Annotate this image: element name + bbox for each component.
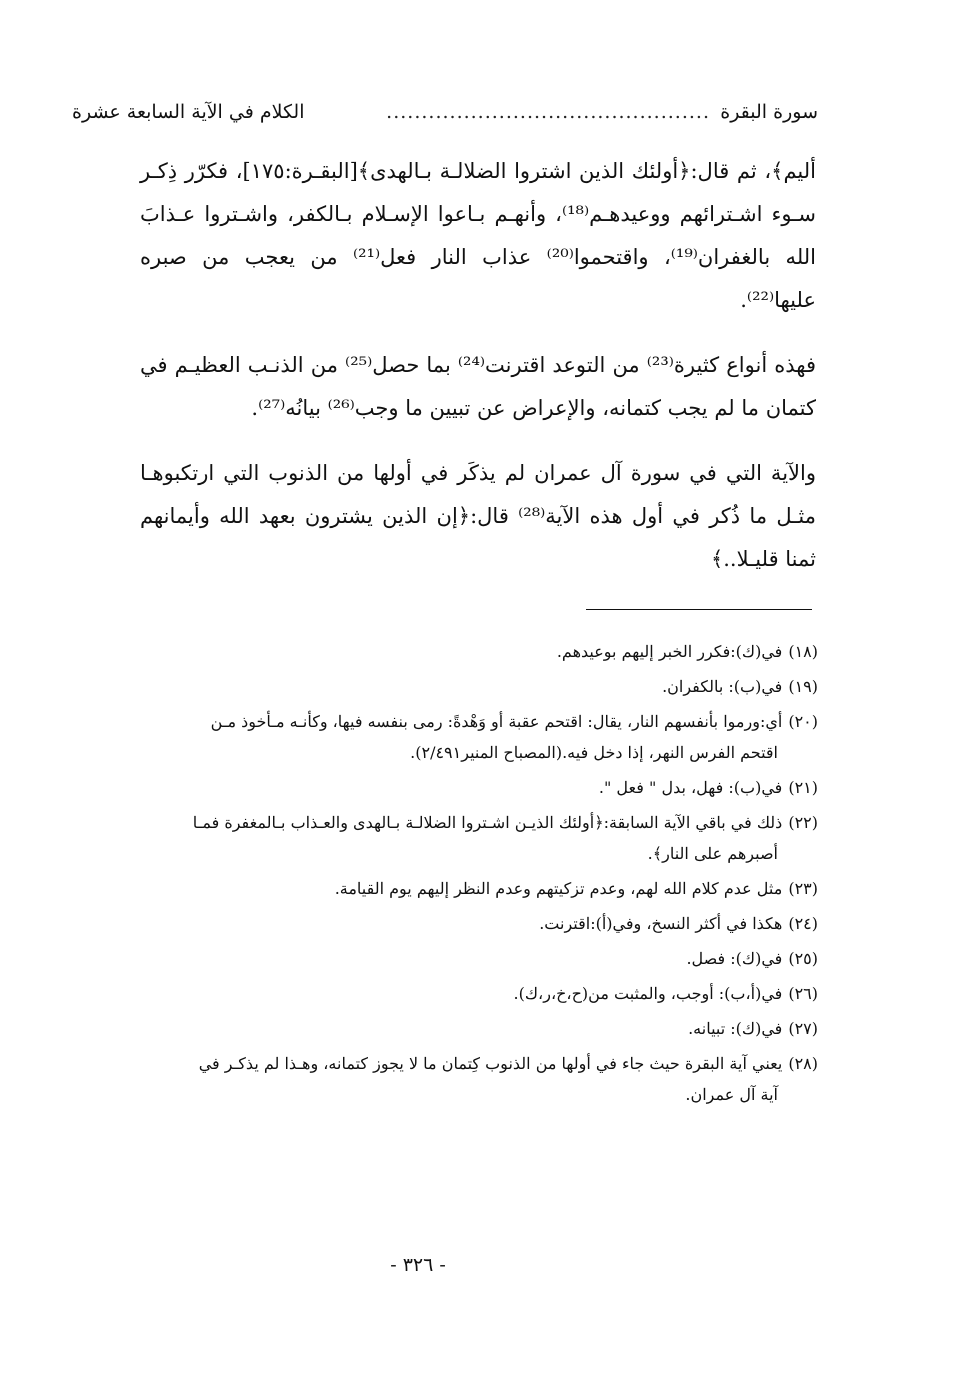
header-topic: الكلام في الآية السابعة عشرة [72,101,305,123]
footnote-number: (٢٠) [788,712,818,731]
footnote-18 [138,636,818,667]
footnote-number: (١٩) [788,677,818,696]
footnote-text: يعني آية البقرة حيث جاء في أولها من الذنوب كِتمان ما لا يجوز كتمانه، وهـذا لم يذكـر في [198,1054,783,1073]
footnote-number: (١٨) [788,642,818,661]
footnote-20 [138,706,818,768]
footnote-24 [138,908,818,939]
footnote-23 [138,873,818,904]
footnote-number: (٢١) [788,778,818,797]
footnote-number: (٢٢) [788,813,818,832]
footnote-text: ذلك في باقي الآية السابقة:﴿أولئك الذيـن اشـتروا الضلالـة بـالهدى والعـذاب بـالمغفرة فمـا [192,813,783,832]
footnote-number: (٢٣) [788,879,818,898]
footnote-number: (٢٧) [788,1019,818,1038]
footnote-19 [138,671,818,702]
footnote-27 [138,1013,818,1044]
footnote-26 [138,978,818,1009]
footnote-separator [586,609,812,610]
footnote-text: أي:ورموا بأنفسهم النار، يقال: اقتحم عقبة أو وَهْدةً: رمى بنفسه فيها، وكأنـه مـأخوذ مـن [210,712,783,731]
footnote-text: في(ك): تبيانه. [688,1019,783,1038]
footnote-text: في(أ،ب): أوجب، والمثبت من(ح،خ،ر،ك). [513,984,783,1003]
header-dot-leader: .............................................. [386,101,710,123]
page-number: - ٣٢٦ - [390,1254,446,1276]
footnote-25 [138,943,818,974]
footnotes [138,636,818,1114]
footnote-28 [138,1048,818,1110]
paragraph-2: فهذه أنواع كثيرة⁽²³⁾ من التوعد اقترنت⁽²⁴⁾ بما حصل⁽²⁵⁾ من الذنـب العظيـم في كتمان ما لم يجب كتمانه، والإعراض عن تبيين ما وجب⁽²⁶⁾ بيانُه⁽²⁷⁾. [140,353,816,420]
footnote-text: في(ب): فهل، بدل " فعل ". [598,778,783,797]
footnote-number: (٢٨) [788,1054,818,1073]
footnote-continuation: أصبرهم على النار﴾. [647,844,778,863]
footnote-continuation: آية آل عمران. [685,1085,778,1104]
running-header [72,96,818,128]
footnote-text: في(ك):فكرر الخبر إليهم بوعيدهم. [556,642,783,661]
footnote-number: (٢٥) [788,949,818,968]
paragraph-1: أليم﴾، ثم قال:﴿أولئك الذين اشتروا الضلالـة بـالهدى﴾[البقـرة:١٧٥]، فكرّر ذِكـر سـوء اشـترائهم ووعيدهـم⁽¹⁸⁾، وأنهـم بـاعوا الإسـلام بـالكفر، واشـتروا عـذابَ الله بالغفران⁽¹⁹⁾، واقتحموا⁽²⁰⁾ عذاب النار فعل⁽²¹⁾ من يعجب من صبره عليها⁽²²⁾. [140,159,817,312]
footnote-text: مثل عدم كلام الله لهم، وعدم تزكيتهم وعدم النظر إليهم يوم القيامة. [334,879,783,898]
footnote-text: في(ب): بالكفران. [662,677,783,696]
paragraph-3: والآية التي في سورة آل عمران لم يذكَر في أولها من الذنوب التي ارتكبوهـا مثـل ما ذُكر في أول هذه الآية⁽²⁸⁾ قال:﴿إن الذين يشترون بعهد الله وأيمانهم ثمنا قليـلا..﴾ [140,461,816,571]
footnote-21 [138,772,818,803]
footnote-22 [138,807,818,869]
header-surah-name: سورة البقرة [720,101,818,123]
footnote-number: (٢٤) [788,914,818,933]
footnote-text: في(ك): فصل. [686,949,783,968]
footnote-number: (٢٦) [788,984,818,1003]
footnote-continuation: اقتحم الفرس النهر، إذا دخل فيه.(المصباح المنير٢/٤٩١). [410,743,778,762]
footnote-text: هكذا في أكثر النسخ، وفي(أ):اقترنت. [539,914,783,933]
main-text [140,150,816,603]
